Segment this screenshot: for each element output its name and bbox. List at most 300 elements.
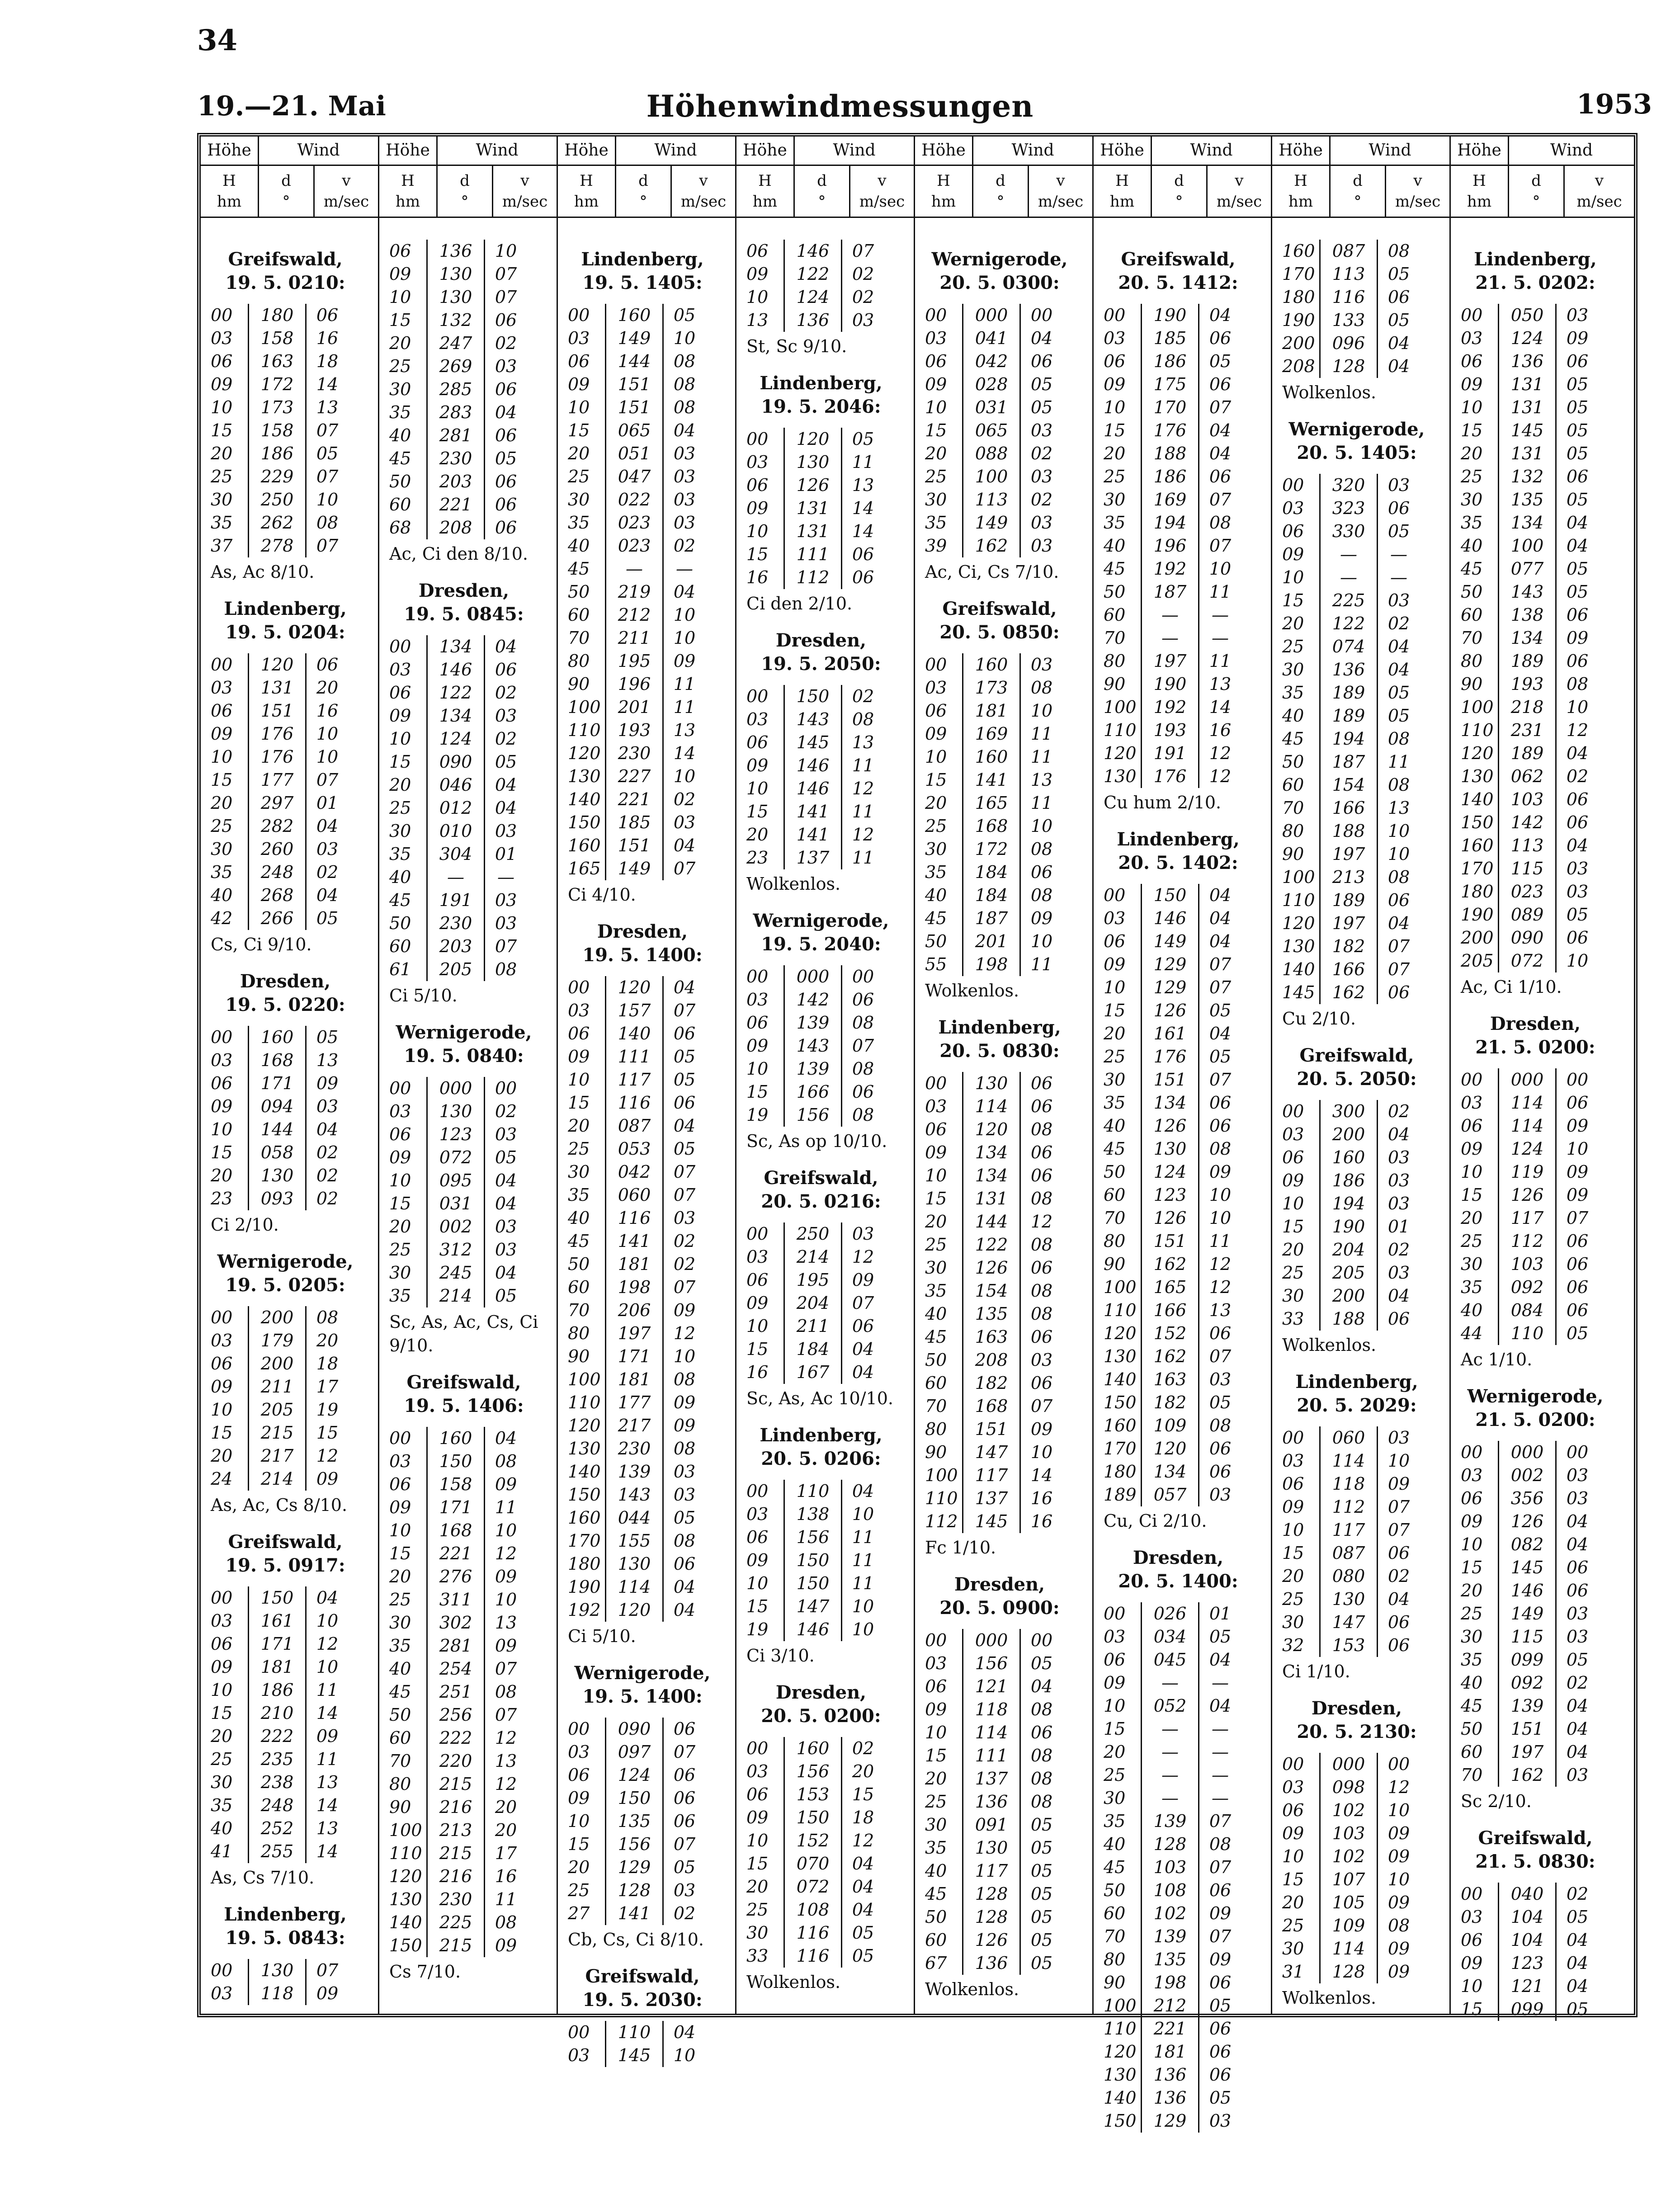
table-row bbox=[746, 1526, 914, 1549]
station-heading bbox=[211, 1530, 360, 1577]
speed-value: 06 bbox=[1566, 1231, 1589, 1251]
height-value: 06 bbox=[211, 1073, 233, 1093]
table-row bbox=[1282, 981, 1449, 1004]
table-row bbox=[211, 1679, 378, 1702]
direction-value: 149 bbox=[605, 327, 664, 350]
speed-value: 06 bbox=[1030, 1258, 1053, 1278]
table-row bbox=[1104, 1879, 1271, 1902]
direction-value: 221 bbox=[605, 788, 664, 811]
direction-value: 171 bbox=[248, 1072, 307, 1095]
height-unit-header bbox=[1272, 166, 1331, 217]
height-value: 60 bbox=[389, 495, 411, 514]
measurement-rows bbox=[211, 1586, 378, 1863]
direction-value: 112 bbox=[783, 566, 842, 589]
speed-header-label: v bbox=[1235, 172, 1244, 190]
direction-value: 103 bbox=[1498, 788, 1557, 811]
speed-value: 02 bbox=[1566, 1884, 1589, 1904]
height-unit-header-unit: hm bbox=[931, 193, 956, 211]
speed-value: 06 bbox=[1387, 1635, 1410, 1655]
speed-value: 02 bbox=[852, 287, 874, 307]
speed-header-label: v bbox=[1056, 172, 1065, 190]
direction-value: 304 bbox=[426, 843, 485, 866]
height-value: 10 bbox=[1104, 977, 1126, 997]
table-row bbox=[1282, 1261, 1449, 1284]
height-value: 70 bbox=[1461, 628, 1483, 648]
height-value: 00 bbox=[1461, 305, 1483, 325]
table-row bbox=[1461, 673, 1634, 696]
observation-time: 21. 5. 0200: bbox=[1475, 1037, 1595, 1058]
table-row bbox=[1461, 488, 1634, 511]
height-value: 09 bbox=[1104, 954, 1126, 974]
speed-value: 04 bbox=[495, 1263, 517, 1283]
table-row bbox=[389, 1519, 557, 1542]
speed-value: 05 bbox=[1387, 706, 1410, 726]
direction-value: 134 bbox=[426, 704, 485, 727]
height-value: 90 bbox=[568, 1346, 590, 1366]
observation-time: 19. 5. 1400: bbox=[582, 1686, 703, 1707]
speed-header-unit: m/sec bbox=[1216, 193, 1262, 211]
direction-value: 165 bbox=[1141, 1276, 1199, 1299]
direction-value: 193 bbox=[1141, 719, 1199, 742]
direction-value: 215 bbox=[426, 1842, 485, 1865]
cloud-note: Ci den 2/10. bbox=[746, 594, 853, 614]
speed-value: 07 bbox=[1209, 977, 1232, 997]
table-row bbox=[1104, 442, 1271, 465]
height-value: 80 bbox=[1104, 1231, 1126, 1251]
table-row bbox=[1104, 765, 1271, 788]
height-unit-header-unit: hm bbox=[752, 193, 778, 211]
speed-value: 14 bbox=[316, 1841, 339, 1861]
direction-value: 215 bbox=[426, 1773, 485, 1796]
speed-value: 03 bbox=[673, 490, 696, 510]
height-value: 30 bbox=[925, 1815, 947, 1835]
direction-value: 217 bbox=[605, 1414, 664, 1437]
height-value: 45 bbox=[389, 890, 411, 910]
height-value: 09 bbox=[746, 1293, 769, 1313]
direction-value: 092 bbox=[1498, 1671, 1557, 1695]
speed-value: 06 bbox=[1030, 1166, 1053, 1185]
speed-value: 11 bbox=[1030, 793, 1053, 813]
table-row bbox=[211, 907, 378, 930]
height-value: 06 bbox=[925, 1676, 947, 1696]
observation-time: 21. 5. 0202: bbox=[1475, 272, 1595, 293]
speed-value: 15 bbox=[852, 1784, 874, 1804]
speed-value: 02 bbox=[316, 1142, 339, 1162]
table-row bbox=[568, 488, 735, 511]
speed-value: 09 bbox=[1387, 1962, 1410, 1982]
station-heading bbox=[1282, 1370, 1431, 1417]
direction-value: 111 bbox=[962, 1744, 1021, 1767]
direction-value: 160 bbox=[426, 1427, 485, 1450]
speed-value: 05 bbox=[1387, 310, 1410, 330]
speed-value: 11 bbox=[1209, 1231, 1232, 1251]
height-value: 50 bbox=[389, 472, 411, 491]
direction-value: — bbox=[1319, 543, 1378, 566]
station-heading bbox=[746, 1681, 896, 1728]
speed-value: 03 bbox=[673, 1208, 696, 1228]
height-value: 35 bbox=[1104, 513, 1126, 533]
height-value: 03 bbox=[211, 1050, 233, 1070]
table-row bbox=[1282, 543, 1449, 566]
speed-value: — bbox=[1390, 567, 1407, 587]
table-row bbox=[1104, 1971, 1271, 1994]
table-row bbox=[568, 1138, 735, 1161]
height-value: 30 bbox=[568, 1162, 590, 1182]
height-value: 140 bbox=[1104, 2088, 1137, 2108]
direction-value: 128 bbox=[962, 1906, 1021, 1929]
height-value: 70 bbox=[1104, 628, 1126, 648]
height-value: 10 bbox=[211, 1119, 233, 1139]
direction-value: 203 bbox=[426, 470, 485, 493]
table-row bbox=[746, 1737, 914, 1760]
measurement-rows bbox=[746, 1223, 914, 1384]
table-row bbox=[925, 1464, 1092, 1487]
direction-value: 323 bbox=[1319, 497, 1378, 520]
table-row bbox=[568, 557, 735, 581]
table-row bbox=[1461, 1671, 1634, 1695]
height-value: 09 bbox=[746, 1036, 769, 1056]
height-value: 44 bbox=[1461, 1323, 1483, 1343]
speed-value: — bbox=[1212, 1719, 1229, 1739]
table-row bbox=[1461, 1975, 1634, 1998]
table-row bbox=[925, 722, 1092, 746]
direction-value: 158 bbox=[426, 1473, 485, 1496]
speed-value: 07 bbox=[1030, 1396, 1053, 1416]
table-row bbox=[568, 1068, 735, 1091]
direction-value: 124 bbox=[783, 286, 842, 309]
direction-value: 112 bbox=[1498, 1230, 1557, 1253]
table-row bbox=[1461, 719, 1634, 742]
direction-value: 188 bbox=[1319, 820, 1378, 843]
height-value: 00 bbox=[1104, 1604, 1126, 1624]
direction-value: 170 bbox=[1141, 396, 1199, 419]
height-value: 00 bbox=[211, 1027, 233, 1047]
direction-value: 186 bbox=[248, 1679, 307, 1702]
table-row bbox=[1282, 1799, 1449, 1822]
height-value: 45 bbox=[1461, 1696, 1483, 1716]
speed-value: 11 bbox=[852, 802, 874, 821]
direction-value: 093 bbox=[248, 1187, 307, 1210]
table-row bbox=[1104, 1764, 1271, 1787]
height-unit-header-label: H bbox=[758, 172, 772, 190]
year: 1953 bbox=[1576, 89, 1652, 120]
height-value: 80 bbox=[1104, 1949, 1126, 1969]
direction-value: 117 bbox=[962, 1464, 1021, 1487]
direction-value: 214 bbox=[783, 1246, 842, 1269]
speed-value: 06 bbox=[1387, 1309, 1410, 1329]
header-row-1 bbox=[1094, 137, 1271, 166]
direction-value: 135 bbox=[1498, 488, 1557, 511]
direction-value: 281 bbox=[426, 1634, 485, 1657]
direction-value: 134 bbox=[426, 635, 485, 658]
table-row bbox=[1282, 286, 1449, 309]
height-value: 100 bbox=[1104, 1996, 1137, 2015]
height-value: 06 bbox=[211, 701, 233, 721]
table-row bbox=[1282, 1565, 1449, 1588]
direction-value: 000 bbox=[1498, 1068, 1557, 1091]
table-row bbox=[568, 1810, 735, 1833]
table-row bbox=[211, 1702, 378, 1725]
speed-value: 02 bbox=[673, 1231, 696, 1251]
speed-value: 03 bbox=[673, 467, 696, 486]
table-row bbox=[925, 1072, 1092, 1095]
height-value: 70 bbox=[1282, 798, 1304, 818]
height-value: 00 bbox=[746, 967, 769, 986]
speed-value: 07 bbox=[1387, 1497, 1410, 1517]
speed-value: 06 bbox=[1387, 890, 1410, 910]
speed-value: 11 bbox=[852, 1550, 874, 1570]
table-row bbox=[1104, 999, 1271, 1022]
hoehe-header: Höhe bbox=[915, 137, 973, 165]
direction-value: 163 bbox=[248, 350, 307, 373]
table-row bbox=[389, 750, 557, 774]
direction-value: 162 bbox=[962, 534, 1021, 557]
speed-header-label: v bbox=[1595, 172, 1604, 190]
speed-value: 04 bbox=[495, 798, 517, 818]
speed-value: 09 bbox=[316, 1073, 339, 1093]
measurement-rows bbox=[1104, 304, 1271, 788]
table-row bbox=[389, 1284, 557, 1307]
speed-value: 16 bbox=[1209, 720, 1232, 740]
observation-time: 20. 5. 0300: bbox=[939, 272, 1060, 293]
height-value: 15 bbox=[1104, 1001, 1126, 1020]
wind-header: Wind bbox=[476, 141, 519, 160]
direction-value: 278 bbox=[248, 534, 307, 557]
speed-value: 03 bbox=[1387, 1147, 1410, 1167]
speed-value: 03 bbox=[852, 1224, 874, 1244]
height-value: 06 bbox=[389, 241, 411, 261]
direction-value: 135 bbox=[962, 1303, 1021, 1326]
height-value: 67 bbox=[925, 1953, 947, 1973]
height-value: 60 bbox=[925, 1930, 947, 1950]
speed-value: 14 bbox=[1030, 1465, 1053, 1485]
table-row bbox=[1461, 373, 1634, 396]
height-value: 20 bbox=[211, 793, 233, 813]
table-row bbox=[925, 930, 1092, 953]
height-value: 90 bbox=[1461, 674, 1483, 694]
speed-value: 07 bbox=[1566, 1208, 1589, 1228]
table-row bbox=[1104, 1925, 1271, 1948]
direction-value: 194 bbox=[1141, 511, 1199, 534]
direction-value: 058 bbox=[248, 1141, 307, 1164]
speed-value: 04 bbox=[1209, 1024, 1232, 1043]
speed-value: 03 bbox=[1209, 1485, 1232, 1505]
speed-value: 12 bbox=[316, 1446, 339, 1466]
speed-value: — bbox=[1390, 544, 1407, 564]
speed-value: 12 bbox=[852, 1831, 874, 1850]
height-value: 110 bbox=[568, 1392, 601, 1412]
table-row bbox=[925, 861, 1092, 884]
cloud-note: Wolkenlos. bbox=[746, 874, 841, 894]
height-value: 33 bbox=[1282, 1309, 1304, 1329]
direction-value: 114 bbox=[962, 1721, 1021, 1744]
table-row bbox=[211, 1026, 378, 1049]
speed-value: 12 bbox=[852, 825, 874, 845]
table-row bbox=[1104, 1460, 1271, 1483]
direction-value: 151 bbox=[1141, 1068, 1199, 1091]
height-value: 06 bbox=[925, 1119, 947, 1139]
speed-value: 13 bbox=[316, 1772, 339, 1792]
station-name: Greifswald, bbox=[1299, 1045, 1414, 1066]
table-row bbox=[925, 442, 1092, 465]
height-value: 160 bbox=[1461, 835, 1494, 855]
observation-time: 19. 5. 1400: bbox=[582, 944, 703, 966]
height-value: 25 bbox=[389, 356, 411, 376]
direction-value: 150 bbox=[605, 1787, 664, 1810]
speed-value: 04 bbox=[495, 1194, 517, 1213]
direction-value: 118 bbox=[962, 1698, 1021, 1721]
height-value: 140 bbox=[1461, 789, 1494, 809]
direction-value: 120 bbox=[1141, 1437, 1199, 1460]
speed-value: 08 bbox=[1387, 1916, 1410, 1935]
height-unit-header-unit: hm bbox=[1109, 193, 1135, 211]
table-row bbox=[1461, 1487, 1634, 1510]
height-value: 09 bbox=[1282, 544, 1304, 564]
speed-value: 02 bbox=[1566, 1673, 1589, 1693]
table-row bbox=[925, 1233, 1092, 1256]
table-row bbox=[568, 1553, 735, 1576]
height-value: 15 bbox=[1461, 1185, 1483, 1205]
height-value: 03 bbox=[211, 328, 233, 348]
direction-value: 195 bbox=[783, 1269, 842, 1292]
height-unit-header bbox=[1451, 166, 1509, 217]
table-row bbox=[746, 777, 914, 800]
speed-value: 06 bbox=[1566, 1093, 1589, 1113]
speed-value: 02 bbox=[316, 1189, 339, 1208]
direction-value: 128 bbox=[605, 1879, 664, 1902]
table-row bbox=[211, 511, 378, 534]
height-value: 09 bbox=[389, 264, 411, 284]
station-heading bbox=[389, 1021, 538, 1068]
speed-value: 04 bbox=[1387, 333, 1410, 353]
speed-value: 04 bbox=[1566, 1511, 1589, 1531]
speed-value: 11 bbox=[316, 1680, 339, 1700]
direction-value: 114 bbox=[1319, 1449, 1378, 1473]
direction-value: 060 bbox=[1319, 1426, 1378, 1449]
table-row bbox=[568, 327, 735, 350]
table-row bbox=[925, 1418, 1092, 1441]
cloud-note: Wolkenlos. bbox=[1282, 382, 1377, 402]
speed-value: 14 bbox=[852, 521, 874, 541]
height-value: 20 bbox=[389, 333, 411, 353]
table-row bbox=[389, 658, 557, 681]
height-value: 00 bbox=[1282, 1428, 1304, 1448]
direction-value: 154 bbox=[962, 1279, 1021, 1303]
direction-value: 176 bbox=[248, 746, 307, 769]
direction-value: 251 bbox=[426, 1680, 485, 1704]
table-row bbox=[746, 1852, 914, 1875]
speed-value: 03 bbox=[673, 513, 696, 533]
height-unit-header-label: H bbox=[222, 172, 236, 190]
table-row bbox=[925, 838, 1092, 861]
speed-value: 02 bbox=[852, 264, 874, 284]
height-value: 35 bbox=[389, 402, 411, 422]
table-row bbox=[568, 350, 735, 373]
table-row bbox=[1282, 1822, 1449, 1845]
direction-value: 139 bbox=[783, 1011, 842, 1034]
speed-value: 03 bbox=[495, 821, 517, 841]
height-value: 41 bbox=[211, 1841, 233, 1861]
height-value: 45 bbox=[568, 1231, 590, 1251]
speed-value: 09 bbox=[1387, 1893, 1410, 1912]
table-row bbox=[925, 884, 1092, 907]
speed-value: 04 bbox=[673, 582, 696, 602]
table-row bbox=[925, 1860, 1092, 1883]
speed-value: 08 bbox=[673, 374, 696, 394]
speed-value: 08 bbox=[495, 1451, 517, 1471]
table-row bbox=[925, 1721, 1092, 1744]
table-row bbox=[389, 1496, 557, 1519]
height-value: 09 bbox=[211, 1377, 233, 1397]
direction-value: 128 bbox=[962, 1883, 1021, 1906]
direction-value: 136 bbox=[1141, 2086, 1199, 2110]
height-value: 90 bbox=[1104, 1254, 1126, 1274]
height-value: 165 bbox=[568, 859, 601, 878]
speed-value: — bbox=[676, 559, 693, 579]
measurement-rows bbox=[746, 1737, 914, 1968]
height-value: 00 bbox=[1461, 1442, 1483, 1462]
direction-value: 087 bbox=[1319, 1542, 1378, 1565]
direction-value: — bbox=[1141, 1741, 1199, 1764]
direction-value: 114 bbox=[605, 1576, 664, 1599]
measurement-rows bbox=[1461, 1883, 1634, 2021]
station-heading bbox=[1461, 248, 1610, 295]
measurement-rows bbox=[1282, 1100, 1449, 1331]
direction-value: 042 bbox=[962, 350, 1021, 373]
direction-value: 189 bbox=[1319, 889, 1378, 912]
table-row bbox=[1104, 581, 1271, 604]
table-row bbox=[1461, 1114, 1634, 1138]
height-value: 60 bbox=[1104, 1185, 1126, 1205]
height-value: 06 bbox=[1282, 1800, 1304, 1820]
height-value: 10 bbox=[1461, 397, 1483, 417]
table-row bbox=[211, 1725, 378, 1748]
table-row bbox=[389, 1611, 557, 1634]
speed-value: 05 bbox=[673, 1047, 696, 1067]
speed-value: 05 bbox=[316, 1027, 339, 1047]
table-row bbox=[389, 727, 557, 750]
height-unit-header-label: H bbox=[1115, 172, 1129, 190]
table-row bbox=[568, 696, 735, 719]
speed-value: 11 bbox=[673, 674, 696, 694]
height-value: 30 bbox=[389, 379, 411, 399]
height-value: 35 bbox=[389, 844, 411, 864]
cloud-note: As, Ac, Cs 8/10. bbox=[211, 1495, 348, 1515]
direction-value: 102 bbox=[1319, 1799, 1378, 1822]
speed-value: 06 bbox=[673, 1024, 696, 1043]
direction-value: 252 bbox=[248, 1817, 307, 1840]
speed-value: 03 bbox=[673, 1462, 696, 1482]
direction-value: 100 bbox=[1498, 534, 1557, 557]
table-row bbox=[1282, 1284, 1449, 1307]
table-row bbox=[1282, 704, 1449, 727]
table-row bbox=[568, 304, 735, 327]
table-row bbox=[746, 1618, 914, 1641]
speed-value: 09 bbox=[852, 1270, 874, 1290]
observation-time: 19. 5. 0845: bbox=[404, 604, 524, 625]
speed-header bbox=[1386, 166, 1449, 217]
measurement-rows bbox=[1104, 1602, 1271, 2133]
direction-value: 000 bbox=[1319, 1753, 1378, 1776]
cloud-note: St, Sc 9/10. bbox=[746, 336, 847, 356]
direction-value: 200 bbox=[248, 1306, 307, 1329]
speed-value: 13 bbox=[316, 397, 339, 417]
height-value: 20 bbox=[1104, 1742, 1126, 1762]
speed-value: 13 bbox=[1209, 674, 1232, 694]
speed-value: 04 bbox=[1209, 908, 1232, 928]
cloud-note: Wolkenlos. bbox=[925, 981, 1019, 1001]
direction-value: 124 bbox=[1498, 327, 1557, 350]
